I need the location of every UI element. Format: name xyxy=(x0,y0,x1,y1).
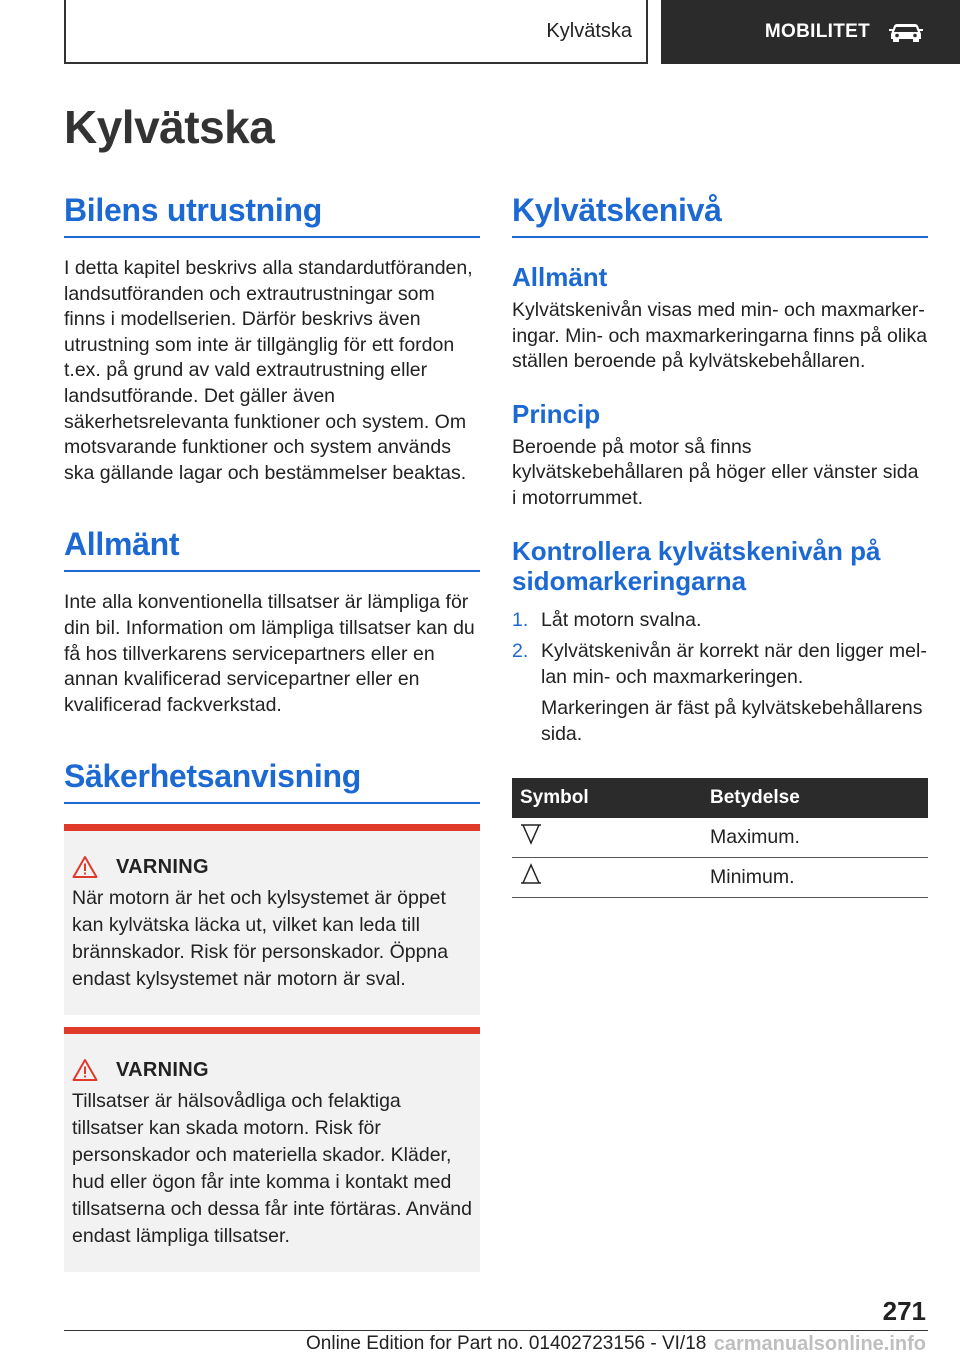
step-text: Kylvätskenivån är korrekt när den ligger mellan min- och maxmarkeringen. xyxy=(541,640,927,688)
max-mark-icon xyxy=(520,823,542,845)
warning-triangle-icon xyxy=(72,855,98,879)
footer-divider xyxy=(64,1330,928,1331)
warning-box xyxy=(64,824,480,1015)
heading-sakerhetsanvisning: Säkerhetsanvisning xyxy=(64,754,480,804)
table-header-meaning: Betydelse xyxy=(702,778,928,818)
header-section-title xyxy=(64,0,648,64)
steps-list xyxy=(512,608,928,691)
table-header-symbol: Symbol xyxy=(512,778,702,818)
step-number: 1. xyxy=(512,608,529,631)
step-number: 2. xyxy=(512,640,529,663)
page-number: 271 xyxy=(882,1296,926,1326)
table-row xyxy=(512,818,928,858)
warning-text: När motorn är het och kylsystemet är öppet kan kylvätska läcka ut, vilket kan leda till brännskador. Risk för personskador. Öppna endast kylsystemet när motorn är sval. xyxy=(72,887,449,991)
paragraph-allmant: Inte alla konventionella tillsatser är lämpliga för din bil. Information om lämpliga tillsatser kan du få hos tillverkarens servicepartners eller en annan kvalificerad servicepartner eller en kvalificerad fackverkstad. xyxy=(64,591,475,716)
warning-label: VARNING xyxy=(116,1058,209,1081)
header-chapter-tab xyxy=(661,0,960,64)
section-title-text: Kylvätska xyxy=(546,19,632,42)
list-item xyxy=(512,639,928,690)
paragraph-princip: Beroende på motor så finns kylvätskebehållaren på höger eller vänster sida i motorrummet. xyxy=(512,435,919,509)
heading-allmant: Allmänt xyxy=(64,522,480,572)
warning-text: Tillsatser är hälsovådliga och felaktiga tillsatser kan skada motorn. Risk för personskador och materiella skador. Kläder, hud eller ögon får inte komma i kontakt med tillsatserna och dessa får inte förtäras. Använd endast lämpliga tillsatser. xyxy=(72,1090,472,1248)
heading-bilens-utrustning: Bilens utrustning xyxy=(64,188,480,238)
page-title: Kylvätska xyxy=(64,101,275,153)
footer-edition: Online Edition for Part no. 01402723156 - VI/18 xyxy=(306,1333,707,1354)
list-item xyxy=(512,608,928,634)
subheading-kontrollera: Kontrollera kylvätskenivån på sidomarkeringarna xyxy=(512,535,881,596)
right-column xyxy=(512,188,928,898)
table-cell-meaning: Minimum. xyxy=(702,857,928,897)
paragraph-bilens-utrustning: I detta kapitel beskrivs alla standardutföranden, landsutföranden och extrautrustningar som finns i modellserien. Därför beskrivs även utrustning som inte är tillgänglig för ett fordon t.ex. på grund av vald extrautrustning eller landsutförande. Det gäller även säkerhetsrelevanta funktioner och system. Om motsvarande funktioner och system används ska gällande lagar och bestämmelser beaktas. xyxy=(64,257,473,484)
chapter-label: MOBILITET xyxy=(764,21,870,42)
car-icon xyxy=(888,21,924,43)
table-row xyxy=(512,857,928,897)
symbol-table xyxy=(512,778,928,898)
paragraph-allmant-niva: Kylvätskenivån visas med min- och maxmarkeringar. Min- och maxmarkeringarna finns på olika ställen beroende på kylvätskebehållaren. xyxy=(512,299,928,373)
warning-label: VARNING xyxy=(116,855,209,878)
table-cell-meaning: Maximum. xyxy=(702,818,928,858)
step-note: Markeringen är fäst på kylvätskebehållarens sida. xyxy=(541,697,923,745)
step-text: Låt motorn svalna. xyxy=(541,608,702,631)
subheading-allmant: Allmänt xyxy=(512,262,608,292)
heading-kylvatskeniva: Kylvätskenivå xyxy=(512,188,928,238)
warning-box xyxy=(64,1027,480,1272)
subheading-princip: Princip xyxy=(512,398,601,429)
min-mark-icon xyxy=(520,863,542,885)
left-column xyxy=(64,188,480,1272)
watermark: carmanualsonline.info xyxy=(713,1333,926,1355)
warning-triangle-icon xyxy=(72,1058,98,1082)
